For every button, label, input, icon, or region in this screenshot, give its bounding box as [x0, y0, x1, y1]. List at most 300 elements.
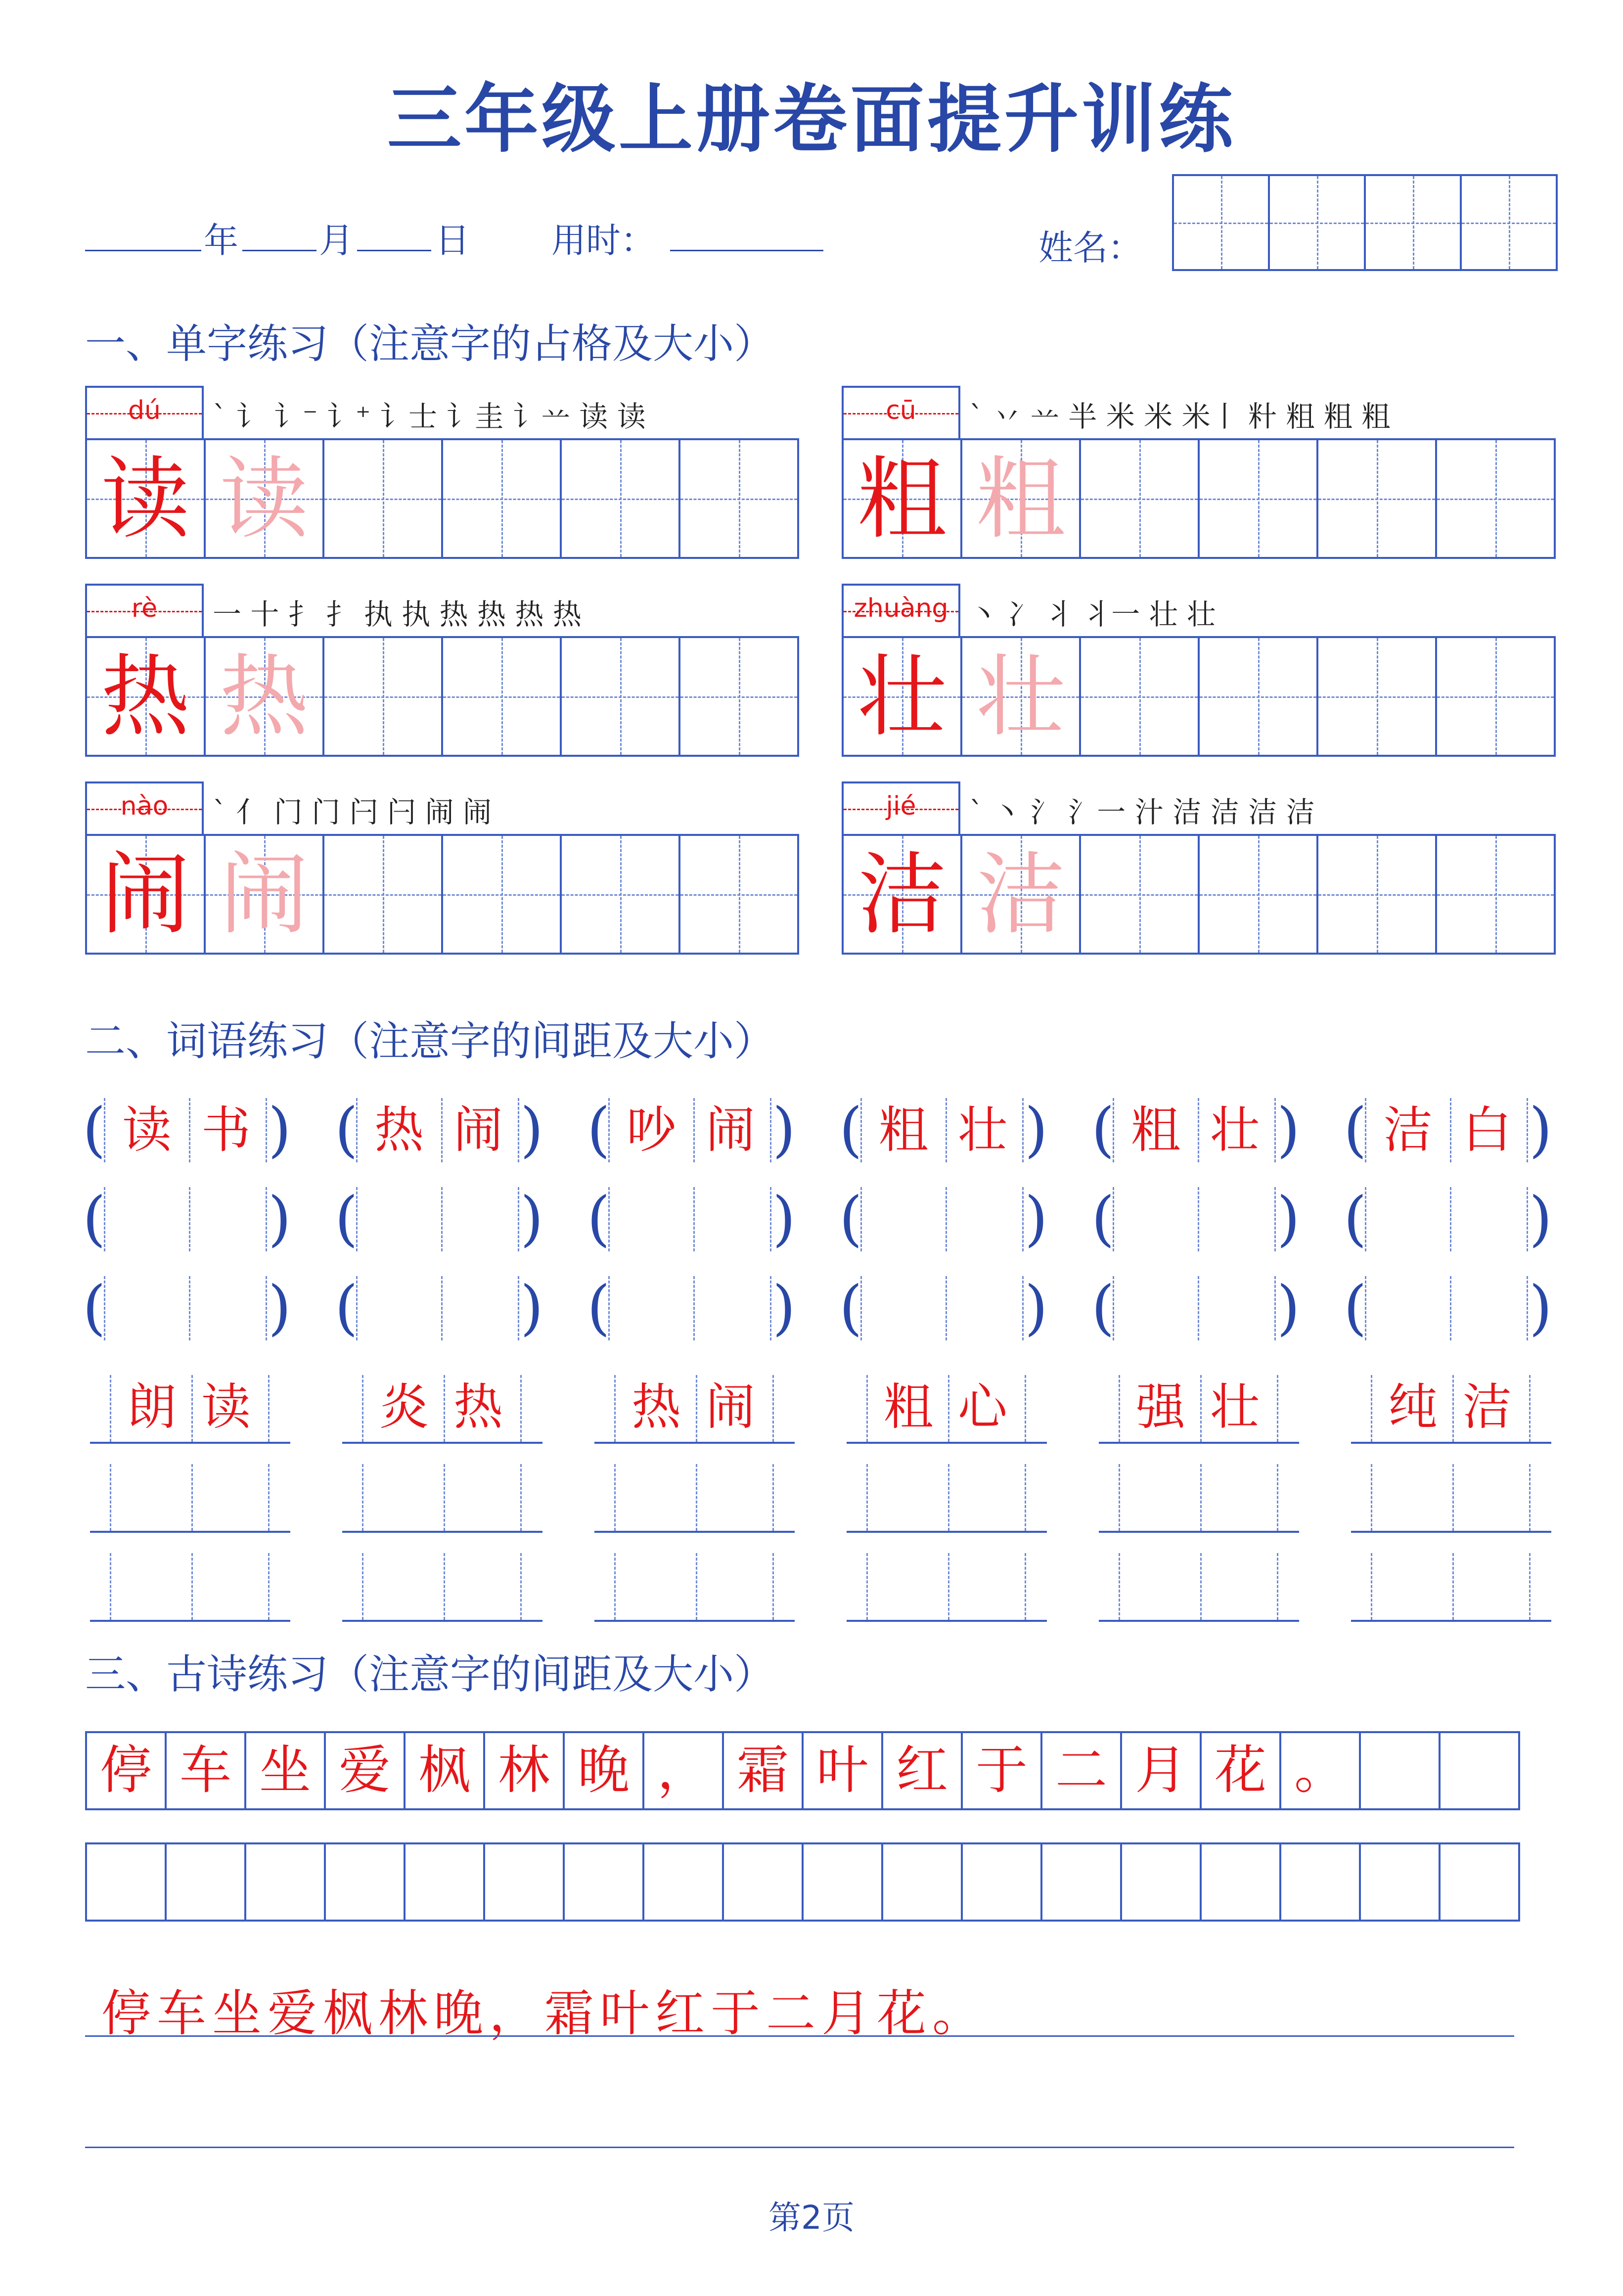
- word-slot[interactable]: [357, 1276, 518, 1340]
- paren-open: (: [1091, 1096, 1115, 1164]
- line-guide: [1025, 1553, 1026, 1620]
- paren-close: ): [268, 1185, 291, 1253]
- poem-char: 停: [99, 1740, 152, 1800]
- word-slot[interactable]: [1114, 1276, 1274, 1340]
- poem-cell[interactable]: [1279, 1731, 1361, 1810]
- poem-char: 林: [497, 1740, 550, 1800]
- cell-guide-horizontal: [1081, 894, 1198, 896]
- cell-guide-horizontal: [443, 894, 560, 896]
- poem-char: 花: [1214, 1740, 1266, 1800]
- paren-open: (: [83, 1096, 106, 1164]
- paren-open: (: [335, 1274, 358, 1342]
- poem-cell[interactable]: [404, 1842, 485, 1922]
- line-guide: [1371, 1553, 1372, 1620]
- line-guide: [772, 1375, 774, 1442]
- poem-cell[interactable]: [85, 1842, 167, 1922]
- poem-underline[interactable]: [85, 2035, 1514, 2037]
- poem-cell[interactable]: [85, 1731, 167, 1810]
- word-char: 热: [374, 1101, 424, 1159]
- model-char: 壮: [857, 645, 947, 749]
- line-guide: [1200, 1553, 1202, 1620]
- poem-char: 车: [179, 1740, 231, 1800]
- model-char: 粗: [857, 448, 947, 551]
- word-line[interactable]: [90, 1620, 290, 1622]
- practice-cell[interactable]: [678, 438, 799, 559]
- practice-cell[interactable]: [1316, 636, 1437, 757]
- paren-open: (: [335, 1185, 358, 1253]
- poem-cell[interactable]: [244, 1731, 326, 1810]
- practice-cell[interactable]: [1316, 438, 1437, 559]
- word-guide: [1274, 1276, 1276, 1340]
- line-guide: [268, 1553, 270, 1620]
- word-guide: [266, 1187, 267, 1251]
- trace-char: 读: [219, 448, 309, 551]
- line-guide: [444, 1553, 445, 1620]
- word-guide: [266, 1276, 267, 1340]
- section3-heading: 三、古诗练习（注意字的间距及大小）: [85, 1651, 775, 1698]
- paren-close: ): [1529, 1096, 1552, 1164]
- word-slot[interactable]: [609, 1187, 770, 1251]
- line-guide: [1529, 1464, 1531, 1531]
- line-guide: [614, 1464, 616, 1531]
- line-guide: [191, 1464, 193, 1531]
- pinyin-text: rè: [131, 594, 158, 623]
- word-char: 粗: [884, 1378, 933, 1436]
- practice-cell[interactable]: [322, 636, 443, 757]
- pinyin-box: [85, 584, 204, 638]
- line-guide: [520, 1464, 522, 1531]
- line-guide: [268, 1375, 270, 1442]
- page-number: 第2页: [768, 2199, 855, 2237]
- month-label: 月: [319, 220, 354, 261]
- word-char: 壮: [958, 1101, 1007, 1159]
- line-guide: [362, 1375, 363, 1442]
- practice-cell[interactable]: [204, 636, 324, 757]
- paren-open: (: [587, 1096, 610, 1164]
- stroke-order: 丶 冫 丬 丬一 壮 壮: [969, 597, 1216, 631]
- practice-cell[interactable]: [1435, 834, 1556, 955]
- page-title: 三年级上册卷面提升训练: [387, 77, 1236, 163]
- poem-cell[interactable]: [563, 1731, 644, 1810]
- line-guide: [362, 1553, 363, 1620]
- line-guide: [1200, 1464, 1202, 1531]
- line-guide: [1119, 1553, 1120, 1620]
- line-guide: [1371, 1464, 1372, 1531]
- word-char: 粗: [879, 1101, 928, 1159]
- poem-cell[interactable]: [1279, 1842, 1361, 1922]
- practice-cell[interactable]: [85, 834, 206, 955]
- word-line[interactable]: [594, 1531, 795, 1533]
- cell-guide-horizontal: [562, 696, 678, 698]
- trace-char: 壮: [976, 645, 1065, 749]
- practice-cell[interactable]: [441, 438, 562, 559]
- month-blank[interactable]: [242, 250, 316, 251]
- poem-cell[interactable]: [722, 1731, 804, 1810]
- practice-cell[interactable]: [842, 834, 962, 955]
- paren-close: ): [1025, 1096, 1048, 1164]
- line-guide: [520, 1375, 522, 1442]
- word-guide: [1527, 1187, 1528, 1251]
- pinyin-box: [842, 781, 960, 836]
- poem-char: 二: [1055, 1740, 1107, 1800]
- practice-cell[interactable]: [560, 636, 680, 757]
- model-char: 读: [100, 448, 190, 551]
- cell-guide-horizontal: [1318, 894, 1435, 896]
- section1-heading: 一、单字练习（注意字的占格及大小）: [85, 321, 775, 367]
- cell-guide-horizontal: [562, 499, 678, 500]
- line-guide: [1119, 1375, 1120, 1442]
- line-guide: [772, 1553, 774, 1620]
- paren-close: ): [1277, 1185, 1300, 1253]
- poem-cell[interactable]: [642, 1731, 724, 1810]
- word-line[interactable]: [1351, 1531, 1551, 1533]
- line-guide: [1277, 1553, 1278, 1620]
- practice-cell[interactable]: [204, 438, 324, 559]
- practice-cell[interactable]: [85, 438, 206, 559]
- pinyin-text: jié: [886, 791, 916, 821]
- line-guide: [110, 1553, 111, 1620]
- practice-cell[interactable]: [1079, 438, 1200, 559]
- word-line[interactable]: [847, 1531, 1047, 1533]
- cell-guide-horizontal: [1270, 223, 1364, 224]
- practice-cell[interactable]: [960, 636, 1081, 757]
- paren-close: ): [772, 1274, 796, 1342]
- poem-char: 月: [1134, 1740, 1187, 1800]
- line-guide: [444, 1464, 445, 1531]
- word-line[interactable]: [342, 1531, 542, 1533]
- model-char: 闹: [100, 843, 190, 947]
- poem-char: 于: [975, 1740, 1028, 1800]
- poem-cell[interactable]: [1359, 1842, 1441, 1922]
- poem-cell[interactable]: [881, 1731, 963, 1810]
- paren-close: ): [1529, 1185, 1552, 1253]
- practice-cell[interactable]: [1198, 636, 1318, 757]
- paren-close: ): [1277, 1274, 1300, 1342]
- word-guide: [1527, 1276, 1528, 1340]
- word-guide: [518, 1276, 519, 1340]
- practice-cell[interactable]: [960, 834, 1081, 955]
- word-guide: [770, 1098, 771, 1162]
- cell-guide-horizontal: [1437, 696, 1554, 698]
- word-slot[interactable]: [861, 1276, 1022, 1340]
- day-label: 日: [435, 220, 470, 261]
- stroke-order: ` 丶 氵 氵一 汁 洁 洁 洁 洁: [969, 795, 1315, 829]
- paren-open: (: [83, 1274, 106, 1342]
- poem-cell[interactable]: [324, 1842, 406, 1922]
- paren-open: (: [587, 1274, 610, 1342]
- cell-guide-horizontal: [324, 696, 441, 698]
- word-line[interactable]: [594, 1620, 795, 1622]
- time-label: 用时：: [551, 220, 655, 261]
- word-guide: [1274, 1187, 1276, 1251]
- poem-cell[interactable]: [1120, 1842, 1202, 1922]
- word-slot[interactable]: [1366, 1276, 1527, 1340]
- practice-cell[interactable]: [1316, 834, 1437, 955]
- poem-cell[interactable]: [802, 1842, 883, 1922]
- word-char: 热: [631, 1378, 681, 1436]
- practice-cell[interactable]: [960, 438, 1081, 559]
- name-box-cell[interactable]: [1460, 174, 1558, 271]
- line-guide: [1025, 1464, 1026, 1531]
- word-char: 吵: [627, 1101, 676, 1159]
- pinyin-text: nào: [120, 791, 169, 821]
- pinyin-text: cū: [886, 396, 916, 425]
- word-char: 心: [958, 1378, 1007, 1436]
- poem-line-text: 停车坐爱枫林晚，霜叶红于二月花。: [101, 1984, 988, 2042]
- practice-cell[interactable]: [1079, 834, 1200, 955]
- paren-open: (: [1344, 1185, 1367, 1253]
- poem-cell[interactable]: [1439, 1731, 1520, 1810]
- line-guide: [614, 1375, 616, 1442]
- cell-guide-horizontal: [443, 696, 560, 698]
- stroke-order: ` 讠 讠⁻ 讠⁺ 讠士 讠圭 讠䒑 读 读: [213, 400, 646, 433]
- poem-char: 爱: [338, 1740, 391, 1800]
- poem-char: ，: [657, 1740, 709, 1800]
- word-char: 读: [201, 1378, 251, 1436]
- poem-cell[interactable]: [1200, 1731, 1281, 1810]
- word-char: 洁: [1383, 1101, 1433, 1159]
- paren-open: (: [1091, 1185, 1115, 1253]
- cell-guide-horizontal: [1200, 696, 1316, 698]
- line-guide: [866, 1375, 868, 1442]
- practice-cell[interactable]: [842, 636, 962, 757]
- paren-close: ): [268, 1096, 291, 1164]
- practice-cell[interactable]: [441, 834, 562, 955]
- poem-cell[interactable]: [404, 1731, 485, 1810]
- line-guide: [1277, 1464, 1278, 1531]
- practice-cell[interactable]: [85, 636, 206, 757]
- year-blank[interactable]: [85, 250, 201, 251]
- pinyin-text: dú: [128, 396, 161, 425]
- word-slot[interactable]: [357, 1187, 518, 1251]
- word-guide: [1022, 1276, 1024, 1340]
- line-guide: [772, 1464, 774, 1531]
- line-guide: [1277, 1375, 1278, 1442]
- paren-close: ): [1529, 1274, 1552, 1342]
- word-line[interactable]: [1099, 1620, 1299, 1622]
- cell-guide-horizontal: [562, 894, 678, 896]
- cell-guide-horizontal: [1200, 499, 1316, 500]
- line-guide: [614, 1553, 616, 1620]
- cell-guide-horizontal: [1437, 894, 1554, 896]
- poem-cell[interactable]: [802, 1731, 883, 1810]
- word-char: 闹: [706, 1101, 755, 1159]
- word-char: 朗: [127, 1378, 177, 1436]
- cell-guide-horizontal: [680, 499, 797, 500]
- word-guide: [518, 1187, 519, 1251]
- name-box-cell[interactable]: [1172, 174, 1270, 271]
- poem-char: 枫: [418, 1740, 470, 1800]
- line-guide: [1452, 1553, 1454, 1620]
- paren-open: (: [839, 1185, 862, 1253]
- pinyin-box: [842, 584, 960, 638]
- poem-cell[interactable]: [1040, 1731, 1122, 1810]
- word-slot[interactable]: [861, 1187, 1022, 1251]
- model-char: 洁: [857, 843, 947, 947]
- cell-guide-horizontal: [443, 499, 560, 500]
- paren-open: (: [839, 1274, 862, 1342]
- poem-cell[interactable]: [1040, 1842, 1122, 1922]
- paren-close: ): [520, 1185, 543, 1253]
- word-char: 炎: [379, 1378, 429, 1436]
- poem-cell[interactable]: [165, 1731, 246, 1810]
- poem-cell[interactable]: [961, 1842, 1042, 1922]
- cell-guide-horizontal: [1200, 894, 1316, 896]
- poem-cell[interactable]: [483, 1842, 565, 1922]
- cell-guide-horizontal: [680, 696, 797, 698]
- cell-guide-horizontal: [1081, 499, 1198, 500]
- poem-cell[interactable]: [1120, 1731, 1202, 1810]
- line-guide: [1119, 1464, 1120, 1531]
- cell-guide-horizontal: [324, 499, 441, 500]
- cell-guide-horizontal: [680, 894, 797, 896]
- footer-rule: [85, 2147, 1514, 2148]
- line-guide: [268, 1464, 270, 1531]
- practice-cell[interactable]: [842, 438, 962, 559]
- stroke-order: 一 十 扌 扌 执 执 热 热 热 热: [213, 597, 582, 631]
- name-box-cell[interactable]: [1268, 174, 1366, 271]
- poem-cell[interactable]: [1439, 1842, 1520, 1922]
- word-guide: [1274, 1098, 1276, 1162]
- poem-cell[interactable]: [324, 1731, 406, 1810]
- practice-cell[interactable]: [560, 438, 680, 559]
- practice-cell[interactable]: [322, 834, 443, 955]
- poem-char: 。: [1294, 1740, 1346, 1800]
- practice-cell[interactable]: [560, 834, 680, 955]
- practice-cell[interactable]: [204, 834, 324, 955]
- word-char: 读: [122, 1101, 172, 1159]
- trace-char: 粗: [976, 448, 1065, 551]
- line-guide: [110, 1464, 111, 1531]
- poem-char: 坐: [259, 1740, 311, 1800]
- cell-guide-horizontal: [1174, 223, 1268, 224]
- pinyin-box: [85, 781, 204, 836]
- name-label: 姓名：: [1038, 228, 1142, 268]
- paren-close: ): [1025, 1185, 1048, 1253]
- line-guide: [520, 1553, 522, 1620]
- trace-char: 闹: [219, 843, 309, 947]
- poem-cell[interactable]: [881, 1842, 963, 1922]
- paren-close: ): [268, 1274, 291, 1342]
- word-char: 白: [1462, 1101, 1512, 1159]
- practice-cell[interactable]: [441, 636, 562, 757]
- word-char: 闹: [453, 1101, 503, 1159]
- paren-close: ): [1277, 1096, 1300, 1164]
- cell-guide-horizontal: [324, 894, 441, 896]
- paren-open: (: [1344, 1274, 1367, 1342]
- paren-open: (: [335, 1096, 358, 1164]
- line-guide: [1452, 1464, 1454, 1531]
- word-slot[interactable]: [1114, 1187, 1274, 1251]
- practice-cell[interactable]: [1079, 636, 1200, 757]
- line-guide: [948, 1464, 949, 1531]
- cell-guide-horizontal: [1366, 223, 1460, 224]
- name-box-cell[interactable]: [1364, 174, 1462, 271]
- pinyin-box: [85, 386, 204, 440]
- word-guide: [770, 1187, 771, 1251]
- word-char: 洁: [1462, 1378, 1512, 1436]
- word-line[interactable]: [90, 1531, 290, 1533]
- practice-cell[interactable]: [1198, 834, 1318, 955]
- paren-open: (: [839, 1096, 862, 1164]
- poem-cell[interactable]: [1200, 1842, 1281, 1922]
- word-char: 热: [453, 1378, 503, 1436]
- paren-open: (: [1091, 1274, 1115, 1342]
- cell-guide-horizontal: [1081, 696, 1198, 698]
- practice-cell[interactable]: [678, 834, 799, 955]
- word-slot[interactable]: [609, 1276, 770, 1340]
- word-slot[interactable]: [105, 1187, 266, 1251]
- word-char: 书: [201, 1101, 251, 1159]
- stroke-order: ` 丷 䒑 半 米 米 米丨 籵 粗 粗 粗: [969, 400, 1391, 433]
- day-blank[interactable]: [357, 250, 431, 251]
- section2-heading: 二、词语练习（注意字的间距及大小）: [85, 1018, 775, 1065]
- word-char: 壮: [1210, 1101, 1260, 1159]
- word-line[interactable]: [1351, 1620, 1551, 1622]
- word-char: 纯: [1388, 1378, 1438, 1436]
- practice-cell[interactable]: [678, 636, 799, 757]
- line-guide: [696, 1464, 697, 1531]
- pinyin-box: [842, 386, 960, 440]
- practice-cell[interactable]: [322, 438, 443, 559]
- line-guide: [362, 1464, 363, 1531]
- practice-cell[interactable]: [1435, 636, 1556, 757]
- model-char: 热: [100, 645, 190, 749]
- trace-char: 洁: [976, 843, 1065, 947]
- poem-char: 霜: [736, 1740, 789, 1800]
- paren-close: ): [772, 1096, 796, 1164]
- paren-close: ): [1025, 1274, 1048, 1342]
- word-guide: [1022, 1098, 1024, 1162]
- practice-cell[interactable]: [1435, 438, 1556, 559]
- poem-cell[interactable]: [961, 1731, 1042, 1810]
- line-guide: [1371, 1375, 1372, 1442]
- poem-cell[interactable]: [165, 1842, 246, 1922]
- word-char: 粗: [1131, 1101, 1180, 1159]
- practice-cell[interactable]: [1198, 438, 1318, 559]
- cell-guide-horizontal: [1318, 696, 1435, 698]
- line-guide: [866, 1553, 868, 1620]
- poem-cell[interactable]: [1359, 1731, 1441, 1810]
- poem-cell[interactable]: [642, 1842, 724, 1922]
- word-char: 壮: [1210, 1378, 1260, 1436]
- time-blank[interactable]: [670, 250, 823, 251]
- paren-close: ): [520, 1096, 543, 1164]
- word-slot[interactable]: [105, 1276, 266, 1340]
- poem-char: 晚: [577, 1740, 630, 1800]
- poem-cell[interactable]: [563, 1842, 644, 1922]
- poem-cell[interactable]: [244, 1842, 326, 1922]
- line-guide: [866, 1464, 868, 1531]
- poem-char: 叶: [816, 1740, 868, 1800]
- word-line[interactable]: [342, 1620, 542, 1622]
- cell-guide-horizontal: [1462, 223, 1556, 224]
- paren-close: ): [520, 1274, 543, 1342]
- poem-cell[interactable]: [483, 1731, 565, 1810]
- line-guide: [696, 1553, 697, 1620]
- word-guide: [1527, 1098, 1528, 1162]
- word-guide: [266, 1098, 267, 1162]
- poem-cell[interactable]: [722, 1842, 804, 1922]
- word-line[interactable]: [1099, 1531, 1299, 1533]
- word-slot[interactable]: [1366, 1187, 1527, 1251]
- word-guide: [518, 1098, 519, 1162]
- paren-open: (: [587, 1185, 610, 1253]
- word-line[interactable]: [847, 1620, 1047, 1622]
- paren-close: ): [772, 1185, 796, 1253]
- word-char: 闹: [706, 1378, 755, 1436]
- cell-guide-horizontal: [1437, 499, 1554, 500]
